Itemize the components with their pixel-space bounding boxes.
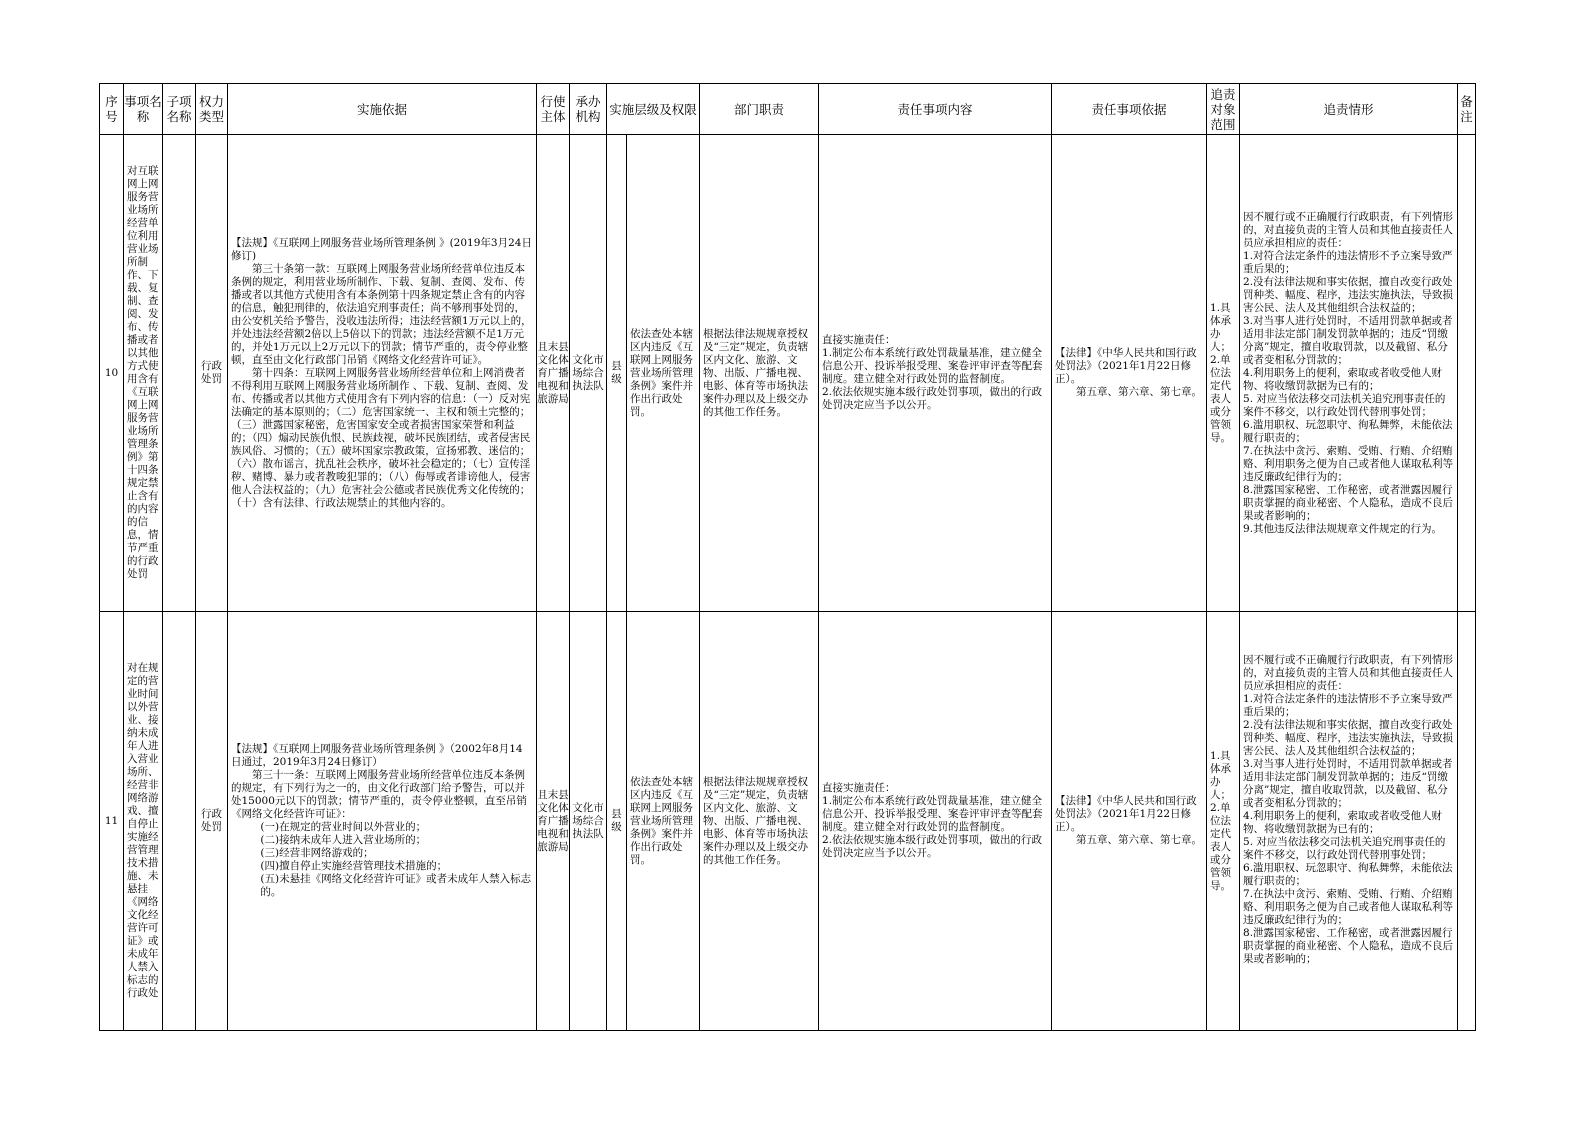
header-basis: 实施依据 [228,84,537,135]
table-row [100,135,1476,612]
cell-resp-basis [1052,135,1207,612]
resp-basis-chapters: 第五章、第六章、第七章。 [1076,834,1203,846]
cell-duty [700,612,819,1031]
seq-value: 11 [104,814,119,827]
resp-basis-chapters: 第五章、第六章、第七章。 [1076,386,1203,398]
resp-basis-title: 【法律】《中华人民共和国行政处罚法》（2021年1月22日修正）。 [1055,347,1197,385]
header-remark: 备注 [1458,84,1476,135]
header-level: 实施层级及权限 [607,84,700,135]
basis-title: 【法规】《互联网上网服务营业场所管理条例 》（2002年8月14日通过，2019年3月24日修订） [231,743,523,768]
header-row [100,84,1476,135]
item-name-value: 对在规定的营业时间以外营业、接纳未成年人进入营业场所、经营非网络游戏、擅自停止实施经营管理技术措施、未悬挂《网络文化经营许可证》或未成年人禁入标志的行政处 [127,662,159,999]
agency-value: 文化市场综合执法队 [572,801,604,840]
cell-agency: 文化市场综合执法队 [570,135,607,612]
authority-value: 依法查处本辖区内违反《互联网上网服务营业场所管理条例》案件并作出行政处罚。 [630,775,693,866]
cell-subject [537,612,570,1031]
level-value: 县级 [611,808,622,833]
basis-list-item: (三)经营非网络游戏的； [260,847,374,859]
cell-remark [1458,612,1476,1031]
cell-power-type [196,612,228,1031]
header-resp-content: 责任事项内容 [819,84,1052,135]
basis-paragraph: 第三十条第一款：互联网上网服务营业场所经营单位违反本条例的规定，利用营业场所制作、下载、复制、查阅、发布、传播或者以其他方式使用含有本条例第十四条规定禁止含有的内容的信息，触犯刑律的，依法追究刑事责任；尚不够刑事处罚的，由公安机关给予警告，没收违法所得；违法经营额1万元以上的，并处违法经营额2倍以上5倍以下的罚款；违法经营额不足1万元的，并处1万元以上2万元以下的罚款；情节严重的，责令停业整顿，直至由文化行政部门吊销《网络文化经营许可证》。 [231,262,532,366]
cell-accountability [1240,612,1458,1031]
cell-seq: 10 [100,135,124,612]
cell-authority: 依法查处本辖区内违反《互联网上网服务营业场所管理条例》案件并作出行政处罚。 [627,135,700,612]
cell-level [607,612,627,1031]
table-row [100,612,1476,1031]
cell-sub-item [163,135,196,612]
cell-remark [1458,135,1476,612]
cell-sub-item [163,612,196,1031]
cell-basis [228,612,537,1031]
scope-value: 1.具体承办人； 2.单位法定代表人或分管领导。 [1210,749,1232,892]
basis-title: 【法规】《互联网上网服务营业场所管理条例 》(2019年3月24日修订) [231,236,532,262]
cell-authority [627,612,700,1031]
header-seq: 序号 [100,84,124,135]
basis-list-item: (四)擅自停止实施经营管理技术措施的； [260,860,448,872]
cell-subject: 且末县文化体育广播电视和旅游局 [537,135,570,612]
header-subject: 行使主体 [537,84,570,135]
cell-seq [100,612,124,1031]
cell-scope: 1.具体承办人； 2.单位法定代表人或分管领导。 [1207,135,1240,612]
basis-list-item: (五)未悬挂《网络文化经营许可证》或者未成年人禁入标志的。 [260,873,532,898]
accountability-value: 因不履行或不正确履行行政职责，有下列情形的，对直接负责的主管人员和其他直接责任人员应承担相应的责任： 1.对符合法定条件的违法情形不予立案导致严重后果的； 2.没有法律法规和事实依据，擅自改变行政处罚种类、幅度、程序，违法实施执法，导致损害公民、法人及其他组织合法权益的； 3.对当事人进行处罚时，不适用罚款单据或者适用非法定部门制发罚款单据的；违反“罚缴分离”规定，擅自收取罚款，以及截留、私分或者变相私分罚款的； 4.利用职务上的便利，索取或者收受他人财物、将收缴罚款据为已有的； 5. 对应当依法移交司法机关追究刑事责任的案件不移交，以行政处罚代替刑事处罚； 6.滥用职权、玩忽职守、徇私舞弊，未能依法履行职责的； 7.在执法中贪污、索贿、受贿、行贿、介绍贿赂、利用职务之便为自己或者他人谋取私利等违反廉政纪律行为的； 8.泄露国家秘密、工作秘密，或者泄露因履行职责掌握的商业秘密、个人隐私，造成不良后果或者影响的； [1243,654,1454,965]
header-duty: 部门职责 [700,84,819,135]
header-sub-item: 子项名称 [163,84,196,135]
cell-basis [228,135,537,612]
subject-value: 且末县文化体育广播电视和旅游局 [537,788,569,853]
duty-value: 根据法律法规规章授权及“三定”规定，负责辖区内文化、旅游、文物、出版、广播电视、电影、体育等市场执法案件办理以及上级交办的其他工作任务。 [703,775,809,866]
basis-list-item: (二)接纳未成年人进入营业场所的； [260,834,427,846]
header-accountability: 追责情形 [1240,84,1458,135]
cell-agency [570,612,607,1031]
cell-duty: 根据法律法规规章授权及“三定”规定，负责辖区内文化、旅游、文物、出版、广播电视、电影、体育等市场执法案件办理以及上级交办的其他工作任务。 [700,135,819,612]
cell-power-type: 行政处罚 [196,135,228,612]
header-resp-basis: 责任事项依据 [1052,84,1207,135]
header-item-name: 事项名称 [124,84,163,135]
cell-resp-basis [1052,612,1207,1031]
cell-item-name: 对互联网上网服务营业场所经营单位利用营业场所制作、下载、复制、查阅、发布、传播或者以其他方式使用含有《互联网上网服务营业场所管理条例》第十四条规定禁止含有的内容的信息，情节严重的行政处罚 [124,135,163,612]
cell-item-name [124,612,163,1031]
cell-scope [1207,612,1240,1031]
cell-resp-content [819,612,1052,1031]
header-scope: 追责对象范围 [1207,84,1240,135]
power-type-value: 行政处罚 [201,808,222,833]
cell-resp-content: 直接实施责任： 1.制定公布本系统行政处罚裁量基准，建立健全信息公开、投诉举报受理、案卷评审评查等配套制度。建立健全对行政处罚的监督制度。 2.依法依规实施本级行政处罚事项，做出的行政处罚决定应当予以公开。 [819,135,1052,612]
cell-accountability: 因不履行或不正确履行行政职责，有下列情形的，对直接负责的主管人员和其他直接责任人员应承担相应的责任： 1.对符合法定条件的违法情形不予立案导致严重后果的； 2.没有法律法规和事实依据，擅自改变行政处罚种类、幅度、程序，违法实施执法，导致损害公民、法人及其他组织合法权益的； 3.对当事人进行处罚时，不适用罚款单据或者适用非法定部门制发罚款单据的；违反“罚缴分离”规定，擅自收取罚款，以及截留、私分或者变相私分罚款的； 4.利用职务上的便利，索取或者收受他人财物、将收缴罚款据为已有的； 5. 对应当依法移交司法机关追究刑事责任的案件不移交，以行政处罚代替刑事处罚； 6.滥用职权、玩忽职守、徇私舞弊，未能依法履行职责的； 7.在执法中贪污、索贿、受贿、行贿、介绍贿赂、利用职务之便为自己或者他人谋取私利等违反廉政纪律行为的； 8.泄露国家秘密、工作秘密，或者泄露因履行职责掌握的商业秘密、个人隐私，造成不良后果或者影响的； 9.其他违反法律法规规章文件规定的行为。 [1240,135,1458,612]
cell-level: 县级 [607,135,627,612]
power-list-table [99,83,1476,1031]
basis-paragraph: 第三十一条：互联网上网服务营业场所经营单位违反本条例的规定，有下列行为之一的，由文化行政部门给予警告，可以并处15000元以下的罚款；情节严重的，责令停业整顿，直至吊销《网络文化经营许可证》： [231,769,527,820]
basis-list-item: (一)在规定的营业时间以外营业的； [260,821,427,833]
resp-basis-title: 【法律】《中华人民共和国行政处罚法》（2021年1月22日修正）。 [1055,795,1197,833]
basis-paragraph: 第十四条：互联网上网服务营业场所经营单位和上网消费者不得利用互联网上网服务营业场所制作 、下载、复制、查阅、发布、传播或者以其他方式使用含有下列内容的信息：（一）反对宪法确定的基本原则的；（二）危害国家统一、主权和领土完整的；（三）泄露国家秘密，危害国家安全或者损害国家荣誉和利益的；（四）煽动民族仇恨、民族歧视，破坏民族团结，或者侵害民族风俗、习惯的；（五）破坏国家宗教政策，宣扬邪教、迷信的；（六）散布谣言，扰乱社会秩序，破坏社会稳定的；（七）宣传淫秽、赌博、暴力或者教唆犯罪的；（八）侮辱或者诽谤他人，侵害他人合法权益的；（九）危害社会公德或者民族优秀文化传统的；（十）含有法律、行政法规禁止的其他内容的。 [231,366,531,509]
resp-content-value: 直接实施责任： 1.制定公布本系统行政处罚裁量基准，建立健全信息公开、投诉举报受理、案卷评审评查等配套制度。建立健全对行政处罚的监督制度。 2.依法依规实施本级行政处罚事项，做出的行政处罚决定应当予以公开。 [822,782,1043,859]
header-agency: 承办机构 [570,84,607,135]
header-power-type: 权力类型 [196,84,228,135]
